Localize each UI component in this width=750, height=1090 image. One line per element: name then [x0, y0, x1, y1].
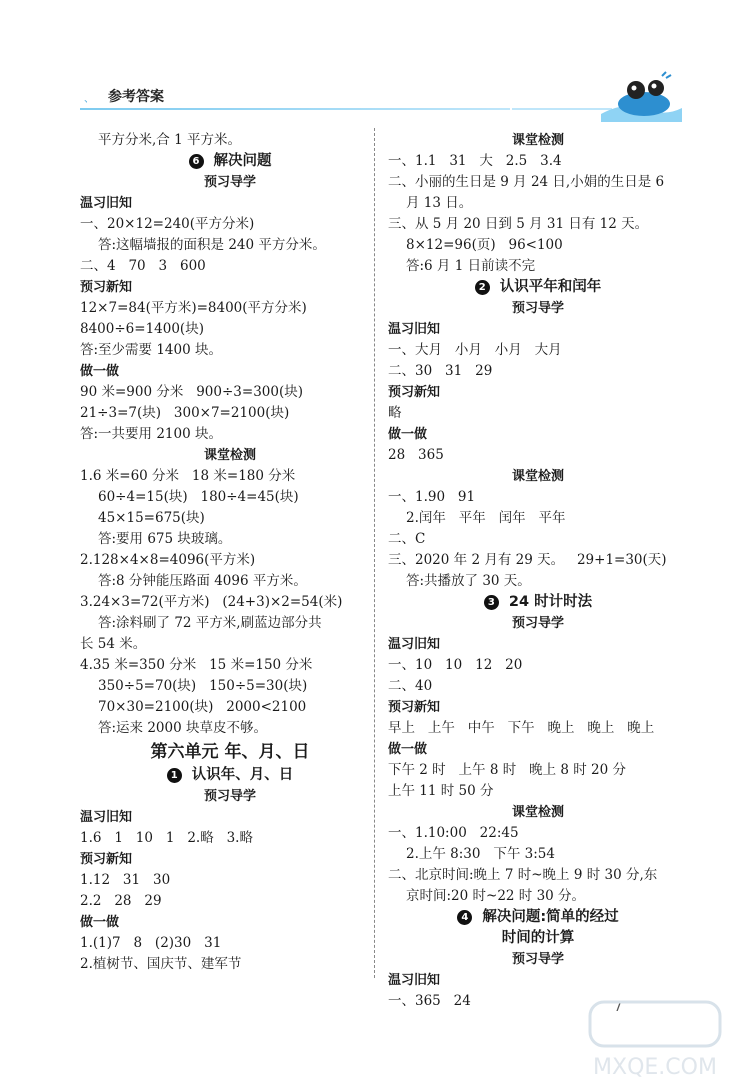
- answer-line: [388, 235, 688, 256]
- answer-line: [80, 592, 380, 613]
- line-text: 90 米=900 分米 900÷3=300(块): [80, 384, 303, 400]
- line-text: 预习导学: [203, 789, 256, 804]
- line-text: 答:这幅墙报的面积是 240 平方分米。: [98, 237, 326, 253]
- answer-line: [80, 424, 380, 445]
- section-label: [80, 807, 380, 828]
- line-text: 21÷3=7(块) 300×7=2100(块): [80, 405, 290, 421]
- line-text: 温习旧知: [80, 810, 133, 825]
- answer-line: [388, 676, 688, 697]
- line-text: 第六单元 年、月、日: [150, 742, 310, 762]
- line-text: 课堂检测: [511, 133, 564, 148]
- line-text: 时间的计算: [501, 930, 575, 946]
- answer-line: [80, 891, 380, 912]
- answer-line: [80, 382, 380, 403]
- line-text: 课堂检测: [203, 448, 256, 463]
- line-text: 一、20×12=240(平方分米): [80, 216, 255, 232]
- lesson-title: [388, 592, 688, 613]
- line-text: 上午 11 时 50 分: [388, 783, 494, 799]
- page-header: [0, 70, 750, 130]
- line-text: 二、30 31 29: [388, 363, 493, 379]
- section-label: [80, 277, 380, 298]
- answer-line: [388, 718, 688, 739]
- line-text: 三、从 5 月 20 日到 5 月 31 日有 12 天。: [388, 216, 649, 232]
- lesson-number-badge: 6: [189, 154, 204, 169]
- line-text: 做一做: [388, 742, 428, 757]
- section-heading: [388, 466, 688, 487]
- line-text: 2.2 28 29: [80, 893, 162, 909]
- line-text: 二、C: [388, 531, 426, 547]
- line-text: 答:至少需要 1400 块。: [80, 342, 222, 358]
- answer-line: [80, 828, 380, 849]
- lesson-title: [388, 928, 688, 949]
- answer-line: [80, 718, 380, 739]
- line-text: 课堂检测: [511, 469, 564, 484]
- line-text: 温习旧知: [80, 196, 133, 211]
- line-text: 预习新知: [80, 852, 133, 867]
- answer-line: [80, 256, 380, 277]
- line-text: 1.6 1 10 1 2.略 3.略: [80, 830, 253, 846]
- line-text: 做一做: [388, 427, 428, 442]
- section-label: [80, 193, 380, 214]
- line-text: 做一做: [80, 915, 120, 930]
- answer-line: [80, 298, 380, 319]
- answer-line: [80, 933, 380, 954]
- line-text: 长 54 米。: [80, 636, 147, 652]
- line-text: 3.24×3=72(平方米) (24+3)×2=54(米): [80, 594, 343, 610]
- answer-line: [388, 760, 688, 781]
- line-text: 4.35 米=350 分米 15 米=150 分米: [80, 657, 313, 673]
- lesson-title: [388, 277, 688, 298]
- answer-line: [80, 697, 380, 718]
- answer-line: [80, 954, 380, 975]
- answer-line: [388, 781, 688, 802]
- line-text: 1.(1)7 8 (2)30 31: [80, 935, 222, 951]
- line-text: 课堂检测: [511, 805, 564, 820]
- line-text: 1.6 米=60 分米 18 米=180 分米: [80, 468, 296, 484]
- line-text: 一、1.10:00 22:45: [388, 825, 519, 841]
- section-heading: [388, 949, 688, 970]
- answer-line: [388, 865, 688, 886]
- line-text: 8×12=96(页) 96<100: [406, 237, 563, 253]
- answer-line: [80, 634, 380, 655]
- answer-line: [388, 172, 688, 193]
- line-text: 答:涂料刷了 72 平方米,刷蓝边部分共: [98, 615, 322, 631]
- section-heading: [388, 613, 688, 634]
- line-text: 一、365 24: [388, 993, 471, 1009]
- section-heading: [80, 445, 380, 466]
- answer-line: [388, 256, 688, 277]
- section-heading: [80, 172, 380, 193]
- answer-line: [80, 403, 380, 424]
- answer-line: [80, 235, 380, 256]
- header-rule: [80, 108, 510, 110]
- lesson-title: [80, 151, 380, 172]
- answer-line: [388, 445, 688, 466]
- line-text: 24 时计时法: [508, 594, 593, 610]
- line-text: 二、小丽的生日是 9 月 24 日,小娟的生日是 6: [388, 174, 665, 190]
- lesson-number-badge: 3: [484, 595, 499, 610]
- answer-line: [80, 571, 380, 592]
- line-text: 二、4 70 3 600: [80, 258, 206, 274]
- lesson-number-badge: 1: [167, 768, 182, 783]
- answer-line: [80, 508, 380, 529]
- line-text: 预习导学: [203, 175, 256, 190]
- line-text: 京时间:20 时~22 时 30 分。: [406, 888, 586, 904]
- lesson-number-badge: 4: [457, 910, 472, 925]
- line-text: 一、1.1 31 大 2.5 3.4: [388, 153, 562, 169]
- section-label: [388, 739, 688, 760]
- answer-line: [80, 487, 380, 508]
- answer-line: [388, 403, 688, 424]
- line-text: 1.12 31 30: [80, 872, 171, 888]
- line-text: 预习新知: [388, 700, 441, 715]
- section-label: [80, 912, 380, 933]
- line-text: 预习新知: [388, 385, 441, 400]
- right-column: [388, 130, 688, 1012]
- line-text: 12×7=84(平方米)=8400(平方分米): [80, 300, 307, 316]
- mascot-icon: [596, 70, 686, 124]
- section-label: [388, 382, 688, 403]
- answer-line: [388, 151, 688, 172]
- line-text: 一、大月 小月 小月 大月: [388, 342, 562, 358]
- lesson-number-badge: 2: [475, 280, 490, 295]
- line-text: 认识年、月、日: [191, 767, 294, 783]
- line-text: 一、10 10 12 20: [388, 657, 523, 673]
- section-label: [80, 849, 380, 870]
- section-label: [388, 424, 688, 445]
- line-text: 平方分米,合 1 平方米。: [98, 132, 241, 148]
- answer-line: [388, 571, 688, 592]
- section-label: [388, 970, 688, 991]
- lesson-title: [80, 765, 380, 786]
- line-text: 8400÷6=1400(块): [80, 321, 204, 337]
- line-text: 350÷5=70(块) 150÷5=30(块): [98, 678, 308, 694]
- answer-line: [388, 340, 688, 361]
- line-text: 做一做: [80, 364, 120, 379]
- answer-line: [80, 340, 380, 361]
- line-text: 答:8 分钟能压路面 4096 平方米。: [98, 573, 307, 589]
- answer-line: [388, 361, 688, 382]
- line-text: 下午 2 时 上午 8 时 晚上 8 时 20 分: [388, 762, 627, 778]
- line-text: 答:6 月 1 日前读不完: [406, 258, 536, 274]
- answer-line: [388, 550, 688, 571]
- line-text: 认识平年和闰年: [499, 279, 602, 295]
- answer-line: [388, 508, 688, 529]
- answer-line: [80, 870, 380, 891]
- line-text: 三、2020 年 2 月有 29 天。 29+1=30(天): [388, 552, 667, 568]
- line-text: 60÷4=15(块) 180÷4=45(块): [98, 489, 299, 505]
- line-text: 解决问题:简单的经过: [482, 909, 619, 925]
- line-text: 温习旧知: [388, 322, 441, 337]
- line-text: 预习新知: [80, 280, 133, 295]
- answer-line: [80, 319, 380, 340]
- answer-line: [80, 676, 380, 697]
- line-text: 2.128×4×8=4096(平方米): [80, 552, 256, 568]
- line-text: 答:共播放了 30 天。: [406, 573, 531, 589]
- line-text: 二、北京时间:晚上 7 时~晚上 9 时 30 分,东: [388, 867, 658, 883]
- svg-text:MXQE.COM: MXQE.COM: [593, 1055, 717, 1080]
- line-text: 答:运来 2000 块草皮不够。: [98, 720, 267, 736]
- answer-line: [80, 130, 380, 151]
- answer-line: [80, 529, 380, 550]
- answer-line: [388, 529, 688, 550]
- answer-line: [388, 844, 688, 865]
- unit-title: [80, 739, 380, 765]
- answer-line: [388, 886, 688, 907]
- header-decoration-icon: 、: [84, 94, 94, 105]
- line-text: 预习导学: [511, 301, 564, 316]
- section-heading: [388, 130, 688, 151]
- section-heading: [80, 786, 380, 807]
- line-text: 早上 上午 中午 下午 晚上 晚上 晚上: [388, 720, 655, 736]
- line-text: 解决问题: [213, 153, 272, 169]
- answer-line: [388, 823, 688, 844]
- section-heading: [388, 298, 688, 319]
- line-text: 月 13 日。: [406, 195, 473, 211]
- line-text: 温习旧知: [388, 637, 441, 652]
- left-column: [80, 130, 380, 975]
- answer-line: [388, 214, 688, 235]
- answer-line: [80, 613, 380, 634]
- line-text: 答:要用 675 块玻璃。: [98, 531, 232, 547]
- line-text: 一、1.90 91: [388, 489, 476, 505]
- answer-line: [388, 655, 688, 676]
- watermark-logo: [570, 992, 740, 1082]
- line-text: 2.上午 8:30 下午 3:54: [406, 846, 555, 862]
- page-number: 7: [614, 1000, 623, 1015]
- answer-line: [80, 466, 380, 487]
- section-label: [388, 319, 688, 340]
- answer-line: [388, 193, 688, 214]
- answer-line: [80, 550, 380, 571]
- line-text: 2.闰年 平年 闰年 平年: [406, 510, 566, 526]
- line-text: 70×30=2100(块) 2000<2100: [98, 699, 307, 715]
- section-label: [388, 634, 688, 655]
- lesson-title: [388, 907, 688, 928]
- line-text: 2.植树节、国庆节、建军节: [80, 956, 242, 972]
- answer-line: [80, 655, 380, 676]
- line-text: 45×15=675(块): [98, 510, 205, 526]
- line-text: 二、40: [388, 678, 433, 694]
- line-text: 预习导学: [511, 952, 564, 967]
- line-text: 略: [388, 405, 402, 421]
- section-label: [388, 697, 688, 718]
- answer-line: [80, 214, 380, 235]
- line-text: 答:一共要用 2100 块。: [80, 426, 222, 442]
- answer-line: [388, 487, 688, 508]
- section-heading: [388, 802, 688, 823]
- section-label: [80, 361, 380, 382]
- line-text: 28 365: [388, 447, 444, 463]
- header-title: 参考答案: [108, 89, 164, 105]
- line-text: 温习旧知: [388, 973, 441, 988]
- line-text: 预习导学: [511, 616, 564, 631]
